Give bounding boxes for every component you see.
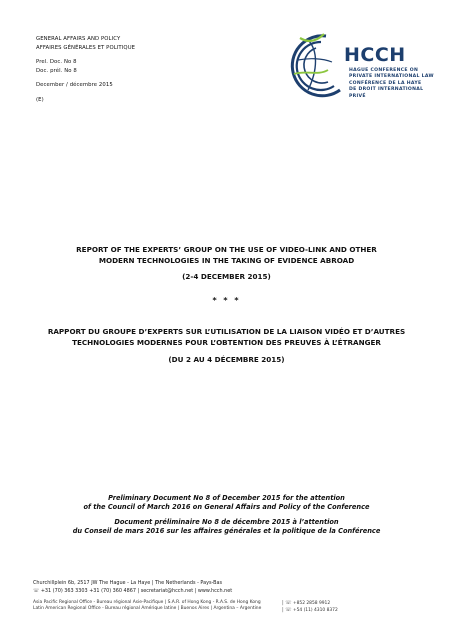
logo-subtitle	[349, 68, 438, 100]
title-fr-line-1: RAPPORT DU GROUPE D’EXPERTS SUR L’UTILISATION DE LA LIAISON VIDÉO ET D’AUTRES	[47, 327, 406, 336]
department-fr: AFFAIRES GÉNÉRALES ET POLITIQUE	[36, 44, 136, 51]
title-fr-line-2: TECHNOLOGIES MODERNES POUR L’OBTENTION DES PREUVES À L’ÉTRANGER	[72, 337, 381, 347]
department-en: GENERAL AFFAIRS AND POLICY	[36, 36, 121, 42]
title-fr-date: (DU 2 AU 4 DÉCEMBRE 2015)	[168, 355, 285, 364]
purpose-fr-line-1: Document préliminaire No 8 de décembre 2015 à l’attention	[114, 518, 339, 526]
globe-logo-icon	[288, 30, 348, 102]
doc-number-en: Prel. Doc. No 8	[36, 59, 77, 66]
footer-contact-row	[33, 588, 232, 596]
office-asia-pacific: Asia Pacific Regional Office - Bureau régional Asie-Pacifique | S.A.R. of Hong Kong - R.A.S. de Hong Kong	[33, 600, 261, 605]
phone-icon: | ☏	[282, 600, 292, 606]
logo-line-4: DE DROIT INTERNATIONAL PRIVÉ	[349, 87, 424, 99]
hcch-logo	[288, 30, 438, 102]
document-date: December / décembre 2015	[36, 82, 113, 89]
logo-wordmark: HCCH	[344, 44, 406, 66]
title-en-line-2: MODERN TECHNOLOGIES IN THE TAKING OF EVIDENCE ABROAD	[98, 255, 355, 265]
phone-asia-pacific: +852 2858 9912	[292, 601, 331, 606]
purpose-fr-line-2: du Conseil de mars 2016 sur les affaires générales et la politique de la Conférence	[72, 527, 381, 536]
footer-contact[interactable]: +31 (70) 363 3303 +31 (70) 360 4867 | secretariat@hcch.net | www.hcch.net	[40, 587, 233, 594]
phone-row-la	[282, 607, 338, 614]
footer-offices	[33, 600, 261, 612]
phone-icon: ☏	[33, 587, 40, 594]
office-latin-america: Latin American Regional Office - Bureau régional Amérique latine | Buenos Aires | Argentina – Argentine	[33, 606, 262, 612]
footer-office-phones	[282, 600, 338, 614]
title-fr	[40, 327, 413, 348]
doc-number-fr: Doc. prél. No 8	[36, 67, 77, 74]
purpose-en-line-2: of the Council of March 2016 on General Affairs and Policy of the Conference	[83, 503, 370, 512]
logo-line-1: HAGUE CONFERENCE ON	[349, 68, 419, 73]
phone-latin-america: +54 (11) 4310 8372	[292, 608, 338, 614]
title-en-date: (2-4 DECEMBER 2015)	[182, 272, 271, 281]
phone-icon: | ☏	[282, 607, 292, 614]
section-separator: * * *	[212, 296, 241, 305]
purpose-en-line-1: Preliminary Document No 8 of December 2015 for the attention	[108, 494, 345, 502]
logo-line-3: CONFÉRENCE DE LA HAYE	[349, 80, 422, 86]
footer-address: Churchillplein 6b, 2517 JW The Hague - La Haye | The Netherlands - Pays-Bas	[33, 580, 223, 586]
footer-address-block	[33, 580, 232, 595]
purpose-fr	[40, 518, 413, 537]
title-en	[40, 245, 413, 266]
title-en-line-1: REPORT OF THE EXPERTS’ GROUP ON THE USE OF VIDEO-LINK AND OTHER	[76, 245, 377, 254]
document-header	[36, 35, 135, 105]
language-code: (E)	[36, 96, 44, 103]
phone-row-ap	[282, 600, 338, 607]
purpose-en	[40, 494, 413, 513]
logo-line-2: PRIVATE INTERNATIONAL LAW	[349, 74, 434, 80]
